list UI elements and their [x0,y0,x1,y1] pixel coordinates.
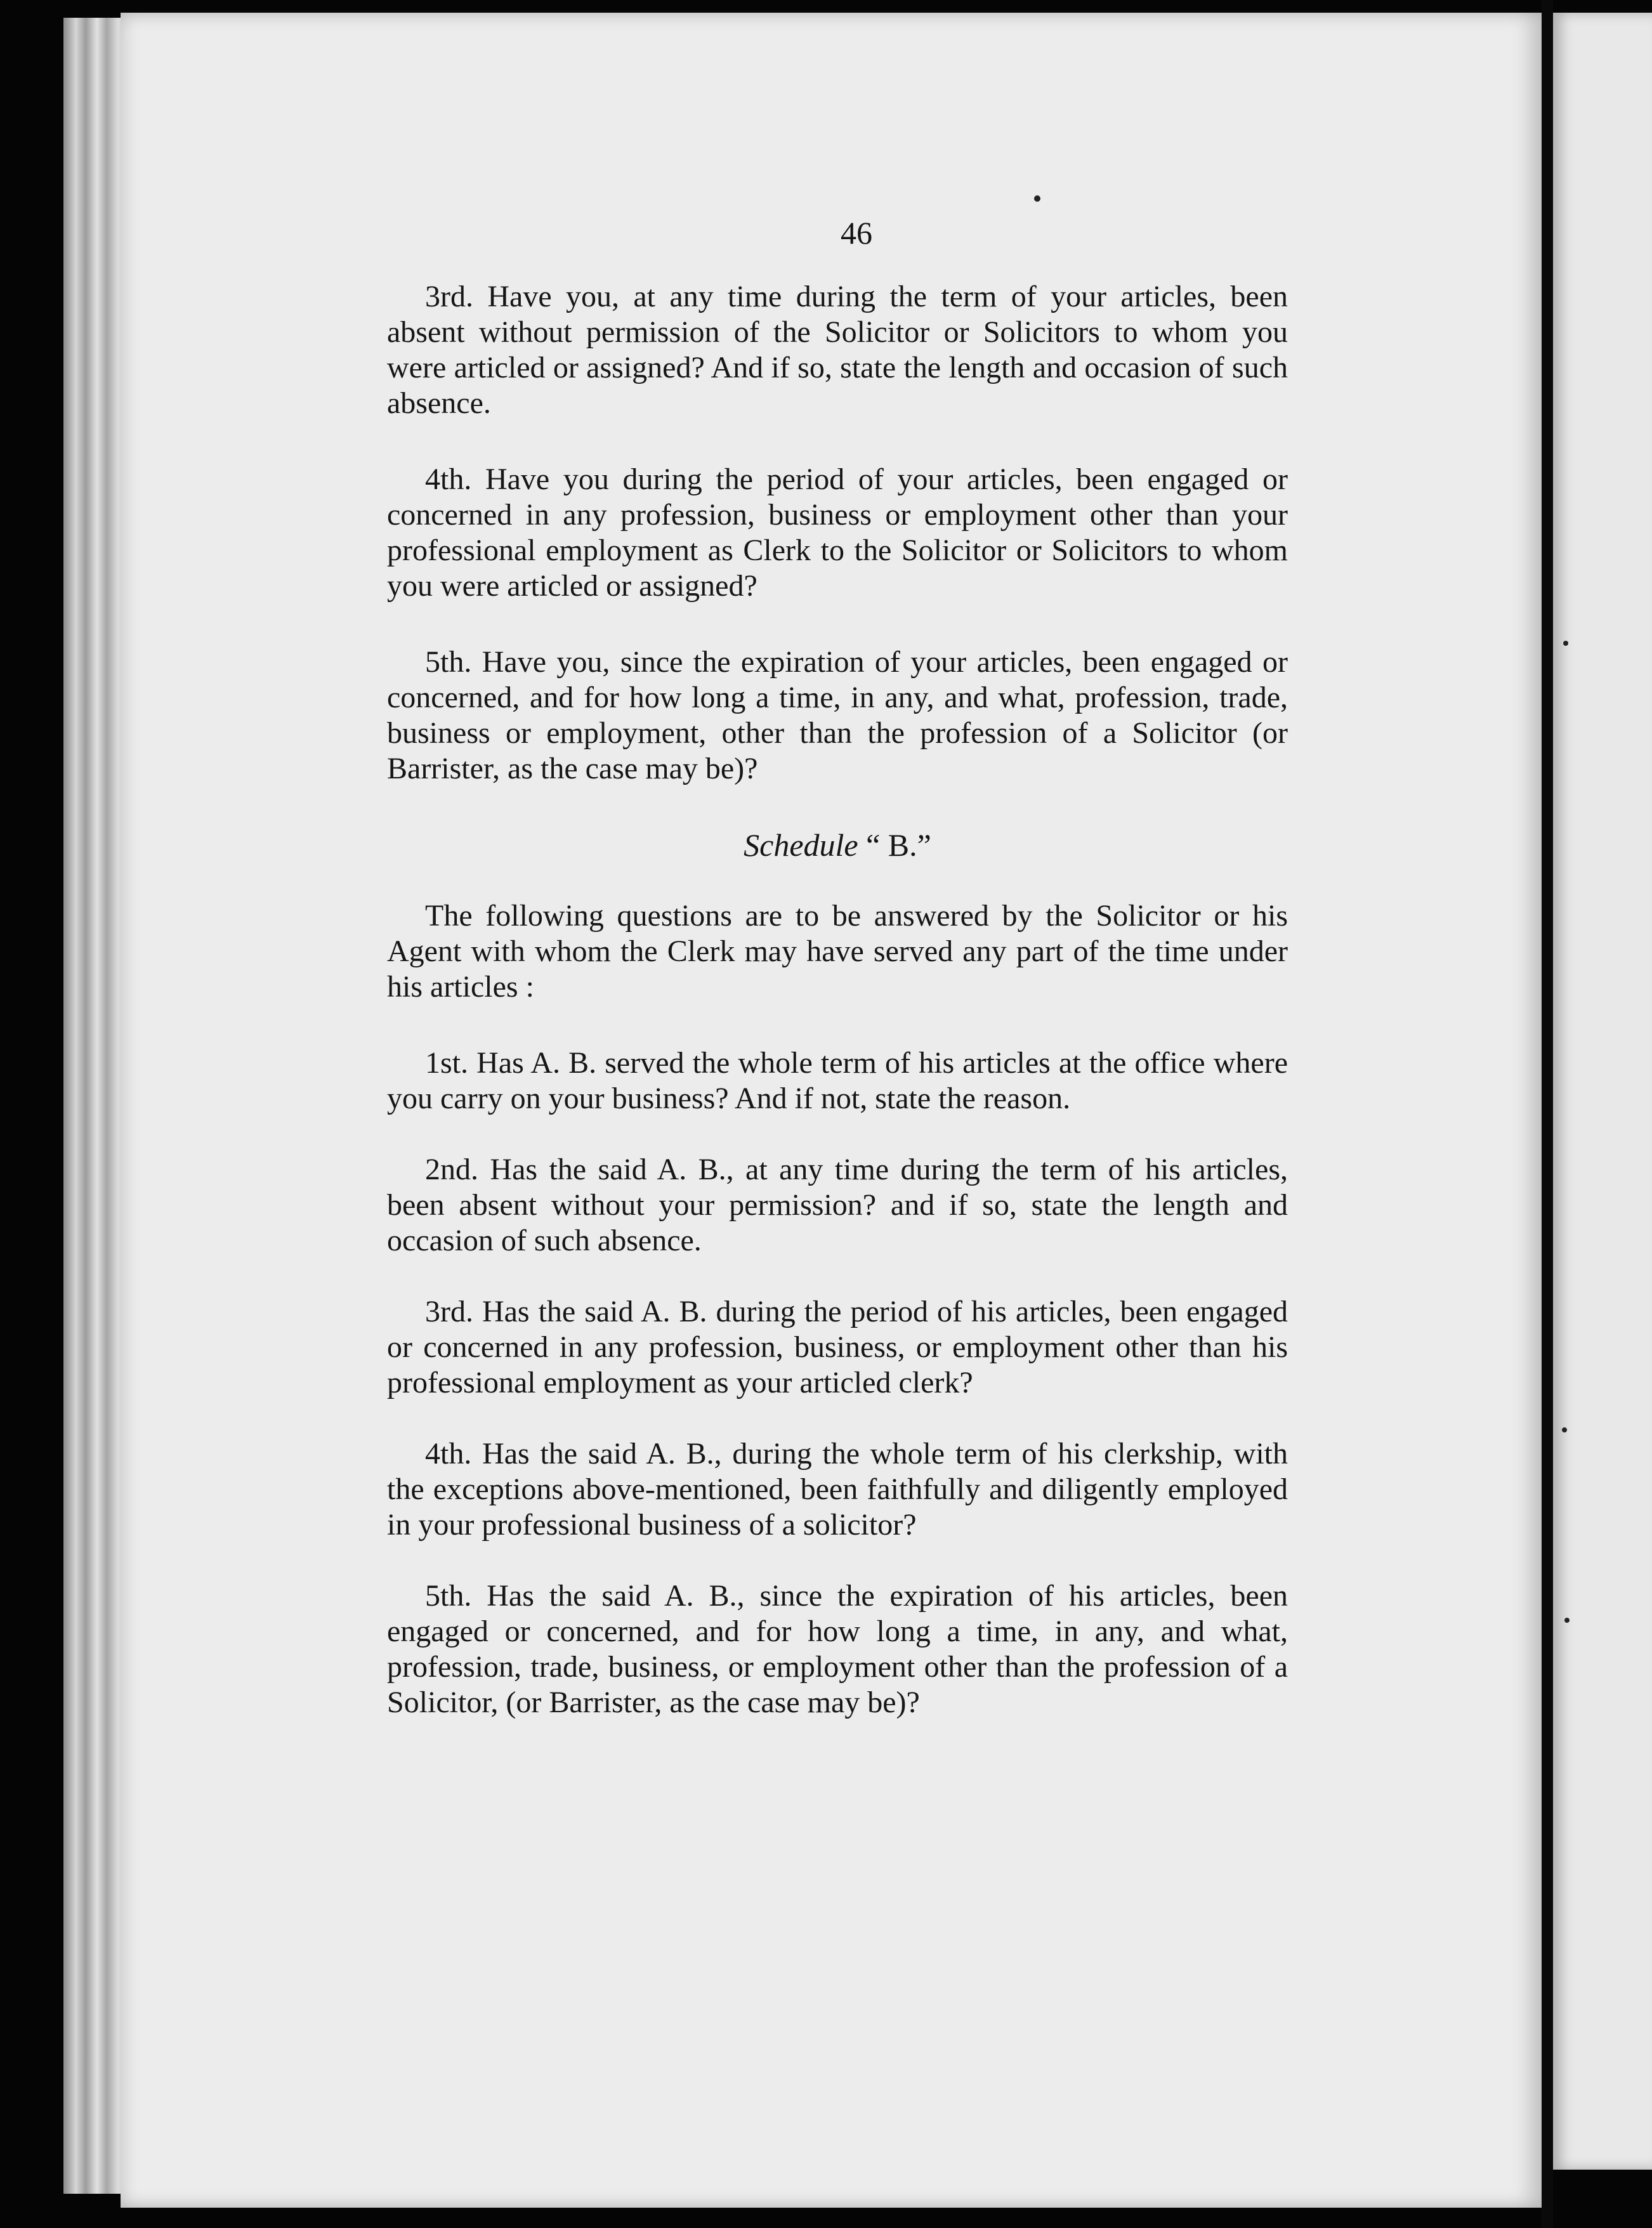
schedule-heading-word: Schedule [744,827,858,863]
question-3-schedule-a: 3rd. Have you, at any time during the term of your articles, been absent without permission of the Solicitor or Solicitors to whom you were articled or assigned? And if so, state the length and occasion of such absence. [387,280,1288,420]
facing-page-edge [1553,13,1652,2170]
question-1-schedule-b: 1st. Has A. B. served the whole term of his articles at the office where you carry on your business? And if not, state the reason. [387,1046,1288,1115]
page-text [387,279,1288,1756]
question-5-schedule-b: 5th. Has the said A. B., since the expiration of his articles, been engaged or concerned, and for how long a time, in any, and what, profession, trade, business, or employment other than the profession of a Solicitor, (or Barrister, as the case may be)? [387,1579,1288,1719]
ink-speck [1564,1618,1570,1623]
question-2-schedule-b: 2nd. Has the said A. B., at any time during the term of his articles, been absent without your permission? and if so, state the length and occasion of such absence. [387,1153,1288,1257]
ink-speck [1034,195,1040,202]
schedule-b-heading [387,827,1288,863]
book-gutter [1542,0,1553,2228]
question-3-schedule-b: 3rd. Has the said A. B. during the period of his articles, been engaged or concerned in any profession, business, or employment other than his professional employment as your articled clerk? [387,1295,1288,1399]
schedule-heading-letter: “ B.” [866,827,931,863]
schedule-b-intro: The following questions are to be answered by the Solicitor or his Agent with whom the Clerk may have served any part of the time under his articles : [387,899,1288,1004]
question-5-schedule-a: 5th. Have you, since the expiration of your articles, been engaged or concerned, and for how long a time, in any, and what, profession, trade, business or employment, other than the profession of a Solicitor (or Barrister, as the case may be)? [387,645,1288,785]
question-4-schedule-b: 4th. Has the said A. B., during the whole term of his clerkship, with the exceptions above-mentioned, been faithfully and diligently employed in your professional business of a solicitor? [387,1437,1288,1542]
page-number: 46 [841,215,872,251]
ink-speck [1563,641,1568,646]
ink-speck [1562,1427,1567,1432]
question-4-schedule-a: 4th. Have you during the period of your articles, been engaged or concerned in any profession, business or employment other than your professional employment as Clerk to the Solicitor or Solicitors to whom you were articled or assigned? [387,462,1288,603]
